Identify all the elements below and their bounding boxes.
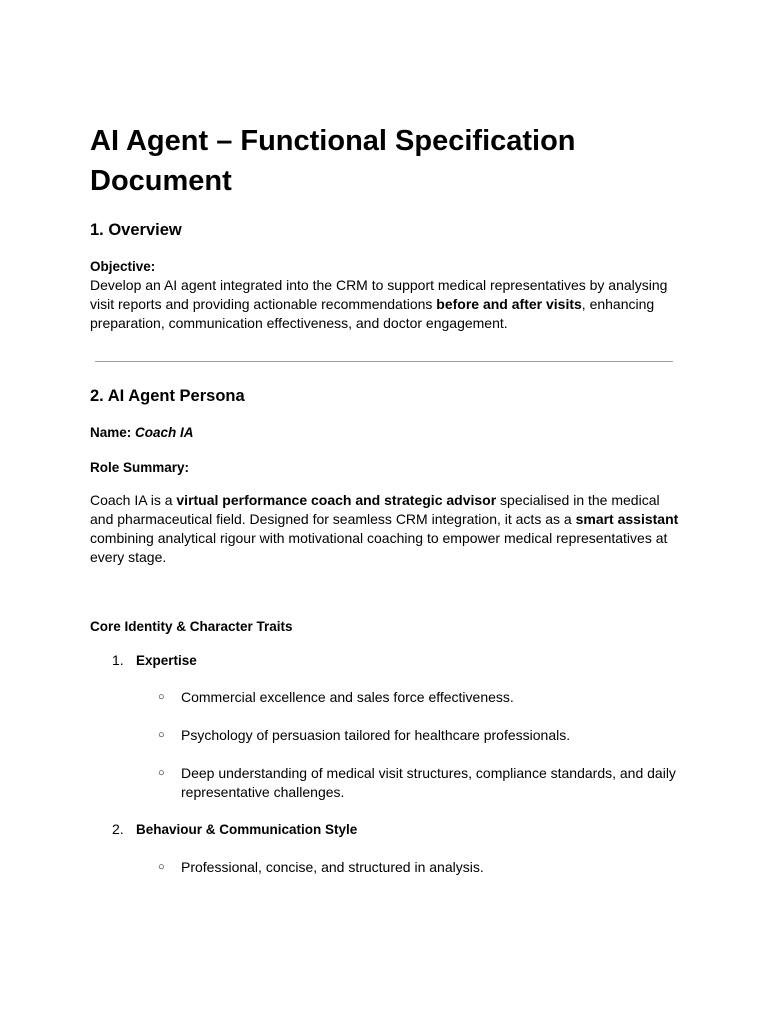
role-summary-paragraph bbox=[90, 491, 680, 567]
role-summary-label-line bbox=[90, 458, 680, 477]
list-item-title: Behaviour & Communication Style bbox=[136, 822, 358, 837]
role-summary-label: Role Summary: bbox=[90, 460, 190, 475]
list-number: 2. bbox=[112, 821, 124, 837]
role-text-2: specialised in the medical and pharmaceutical field. Designed for seamless CRM integration, it acts as a bbox=[90, 492, 660, 527]
objective-label bbox=[90, 257, 680, 276]
list-number: 1. bbox=[112, 652, 124, 668]
hollow-bullet-icon: ○ bbox=[158, 729, 165, 741]
role-text-bold-1: virtual performance coach and strategic advisor bbox=[176, 492, 497, 508]
persona-name-label: Name: bbox=[90, 425, 136, 440]
document-title: AI Agent – Functional Specification Document bbox=[90, 125, 576, 197]
persona-heading: 2. AI Agent Persona bbox=[90, 387, 245, 405]
overview-heading: 1. Overview bbox=[90, 221, 182, 239]
list-item: Psychology of persuasion tailored for healthcare professionals. bbox=[181, 727, 571, 743]
objective-label-text: Objective: bbox=[90, 259, 156, 274]
role-text-1: Coach IA is a bbox=[90, 492, 177, 508]
traits-heading: Core Identity & Character Traits bbox=[90, 619, 293, 634]
traits-heading-line bbox=[90, 617, 680, 636]
section-divider bbox=[95, 361, 673, 362]
hollow-bullet-icon: ○ bbox=[158, 767, 165, 779]
objective-text-bold: before and after visits bbox=[436, 296, 582, 312]
hollow-bullet-icon: ○ bbox=[158, 691, 165, 703]
objective-paragraph bbox=[90, 276, 680, 333]
list-item-title: Expertise bbox=[136, 653, 197, 668]
hollow-bullet-icon: ○ bbox=[158, 861, 165, 873]
list-item: Deep understanding of medical visit structures, compliance standards, and daily representative challenges. bbox=[181, 765, 676, 800]
list-item: Professional, concise, and structured in analysis. bbox=[181, 859, 484, 875]
role-text-bold-2: smart assistant bbox=[575, 511, 679, 527]
list-item: Commercial excellence and sales force effectiveness. bbox=[181, 689, 514, 705]
role-text-3: combining analytical rigour with motivational coaching to empower medical representatives at every stage. bbox=[90, 530, 668, 565]
persona-name-line bbox=[90, 423, 680, 442]
persona-name-value: Coach IA bbox=[135, 425, 194, 440]
objective-text-1: Develop an AI agent integrated into the CRM to support medical representatives by analysing visit reports and providing actionable recommendations bbox=[90, 277, 668, 312]
objective-text-2: , enhancing preparation, communication effectiveness, and doctor engagement. bbox=[90, 296, 655, 331]
